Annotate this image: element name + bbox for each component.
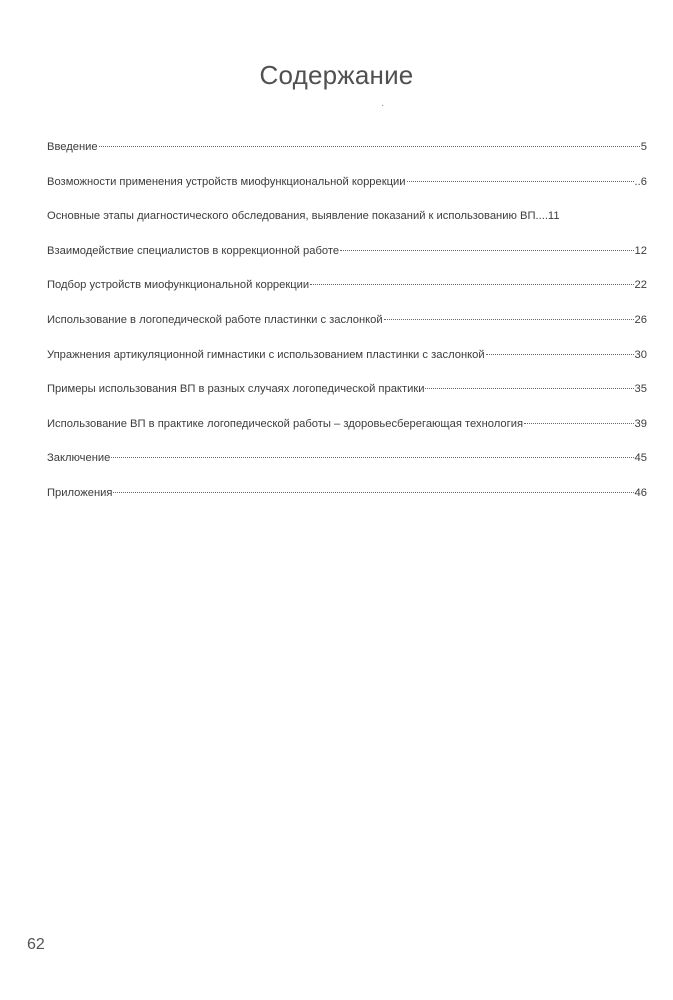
title-mark: · xyxy=(381,100,385,111)
toc-entry-exercises[interactable] xyxy=(47,349,647,384)
toc-entry-page: 22 xyxy=(634,279,647,292)
toc-entry-label: Использование в логопедической работе пластинки с заслонкой xyxy=(47,313,383,326)
page-title: Содержание xyxy=(259,60,414,90)
toc-leader-dots xyxy=(310,284,633,285)
toc-entry-page: 5 xyxy=(640,141,647,153)
toc-entry-cooperation[interactable] xyxy=(47,245,647,280)
toc-entry-appendices[interactable] xyxy=(47,487,647,522)
toc-entry-page: ....11 xyxy=(535,210,560,223)
toc-entry-label: Подбор устройств миофункциональной коррекции xyxy=(47,279,310,292)
toc-entry-introduction[interactable] xyxy=(47,141,647,176)
toc-entry-plate-usage[interactable] xyxy=(47,314,647,349)
toc-entry-page: ..6 xyxy=(634,175,647,188)
toc-entry-label: Взаимодействие специалистов в коррекционной работе xyxy=(47,244,340,257)
toc-leader-dots xyxy=(113,492,633,493)
toc-entry-page: 12 xyxy=(634,244,647,257)
toc-entry-page: 35 xyxy=(634,383,647,396)
toc-entry-label: Примеры использования ВП в разных случаях логопедической практики xyxy=(47,383,425,396)
toc-entry-possibilities[interactable] xyxy=(47,176,647,211)
toc-entry-diagnostics[interactable] xyxy=(47,210,647,245)
toc-entry-label: Заключение xyxy=(47,452,111,465)
toc-entry-conclusion[interactable] xyxy=(47,452,647,487)
toc-entry-label: Возможности применения устройств миофункциональной коррекции xyxy=(47,175,406,188)
toc-entry-page: 39 xyxy=(634,417,647,430)
toc-leader-dots xyxy=(111,457,633,458)
page-number: 62 xyxy=(27,936,45,953)
toc-leader-dots xyxy=(425,388,633,389)
toc-leader-dots xyxy=(340,250,633,251)
toc-leader-dots xyxy=(407,181,634,182)
toc-entry-label: Упражнения артикуляционной гимнастики с использованием пластинки с заслонкой xyxy=(47,348,485,361)
toc-leader-dots xyxy=(99,146,640,147)
toc-entry-label: Введение xyxy=(47,141,98,153)
toc-entry-label: Основные этапы диагностического обследования, выявление показаний к использованию ВП xyxy=(47,210,536,223)
toc-leader-dots xyxy=(384,319,634,320)
toc-leader-dots xyxy=(524,423,634,424)
toc-entry-page: 45 xyxy=(634,452,647,465)
toc-entry-label: Использование ВП в практике логопедической работы – здоровьесберегающая технология xyxy=(47,417,524,430)
toc-entry-label: Приложения xyxy=(47,486,113,499)
table-of-contents xyxy=(47,141,647,522)
toc-entry-health-technology[interactable] xyxy=(47,418,647,453)
toc-entry-examples[interactable] xyxy=(47,383,647,418)
toc-leader-dots xyxy=(486,354,634,355)
toc-entry-page: 30 xyxy=(634,348,647,361)
toc-entry-page: 26 xyxy=(634,313,647,326)
toc-entry-page: 46 xyxy=(634,486,647,499)
toc-entry-selection[interactable] xyxy=(47,279,647,314)
